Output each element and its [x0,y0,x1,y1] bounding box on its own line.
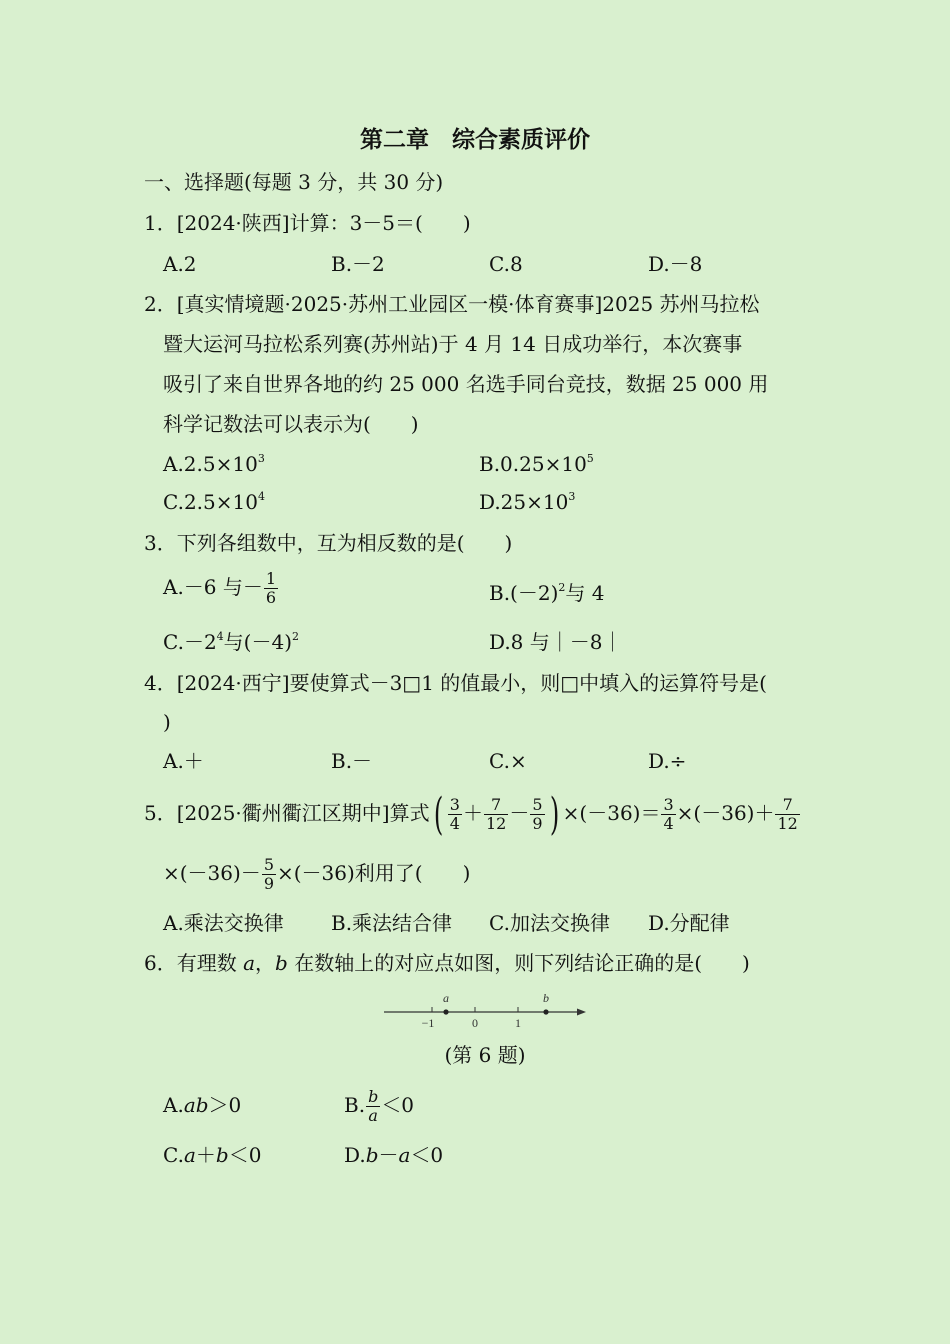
q1-option-a: A.2 [163,252,197,276]
question-5-line-1: 5．[2025·衢州衢江区期中]算式( $\frac{3}{4}$ ＋ $\frac{7}{12}$ － $\frac{5}{9}$ ) ×(－36)＝ $\frac{3}{4}$ ×(－36)＋ $\frac{7}{12}$ [144,788,798,840]
question-3-stem: 3．下列各组数中，互为相反数的是( ) [144,531,513,555]
q1-option-b: B.－2 [331,252,385,276]
figure-caption: (第 6 题) [444,1043,526,1067]
q2-option-b: $B.0.25\times 10^5$ [479,452,594,476]
q6-option-c: C.a＋b＜0 [163,1143,262,1167]
question-6-stem: 6．有理数 a，b 在数轴上的对应点如图，则下列结论正确的是( ) [144,951,750,975]
q3-option-a: A.－6 与－ $\frac{1}{6}$ [163,569,277,607]
q3-option-c: $C.-2^4$与$(-4)^2$ [163,630,300,654]
q1-option-c: C.8 [489,252,523,276]
q6-option-a: A.ab＞0 [163,1093,242,1117]
q5-option-b: B.乘法结合律 [331,911,453,935]
q6-option-b: B. $\frac{b}{a}$ ＜0 [344,1087,415,1125]
section-heading: 一、选择题(每题 3 分，共 30 分) [144,170,444,194]
tick-label-neg1: −1 [421,1016,435,1030]
q2-option-d: $D.25\times 10^3$ [479,490,576,514]
q4-option-b: B.－ [331,749,373,773]
number-line-figure [378,988,592,1032]
question-4-line-1: 4．[2024·西宁]要使算式－3□1 的值最小，则□中填入的运算符号是( [144,671,767,695]
right-paren: ) [549,788,559,840]
point-a [443,1009,448,1014]
question-4-line-2: ) [163,710,171,734]
q2-option-a: $A.2.5\times 10^3$ [163,452,265,476]
question-5-line-2: ×(－36)－ $\frac{5}{9}$ ×(－36)利用了( ) [163,855,471,893]
q5-option-d: D.分配律 [648,911,730,935]
q5-option-c: C.加法交换律 [489,911,610,935]
q4-option-d: D.÷ [648,749,687,773]
q4-option-a: A.＋ [163,749,204,773]
question-2-line-2: 暨大运河马拉松系列赛(苏州站)于 4 月 14 日成功举行，本次赛事 [163,332,743,356]
tick-label-0: 0 [472,1016,478,1030]
question-2-line-3: 吸引了来自世界各地的约 25 000 名选手同台竞技，数据 25 000 用 [163,372,769,396]
label-b: b [543,991,549,1005]
tick-label-1: 1 [515,1016,521,1030]
axis-arrow-icon [577,1009,586,1016]
q2-option-c: $C.2.5\times 10^4$ [163,490,265,514]
q3-option-d: D.8 与｜－8｜ [489,630,623,654]
left-paren: ( [433,788,443,840]
page-title: 第二章 综合素质评价 [360,126,590,153]
question-2-line-4: 科学记数法可以表示为( ) [163,412,419,436]
fraction: $\frac{1}{6}$ [265,569,277,607]
point-b [543,1009,548,1014]
q5-option-a: A.乘法交换律 [163,911,284,935]
q1-option-d: D.－8 [648,252,703,276]
question-1-stem: 1．[2024·陕西]计算：3－5＝( ) [144,211,471,235]
label-a: a [443,991,449,1005]
q3-option-b: $B.(-2)^2$与 4 [489,581,605,605]
question-2-line-1: 2．[真实情境题·2025·苏州工业园区一模·体育赛事]2025 苏州马拉松 [144,292,760,316]
q6-option-d: D.b－a＜0 [344,1143,444,1167]
q4-option-c: C.× [489,749,527,773]
